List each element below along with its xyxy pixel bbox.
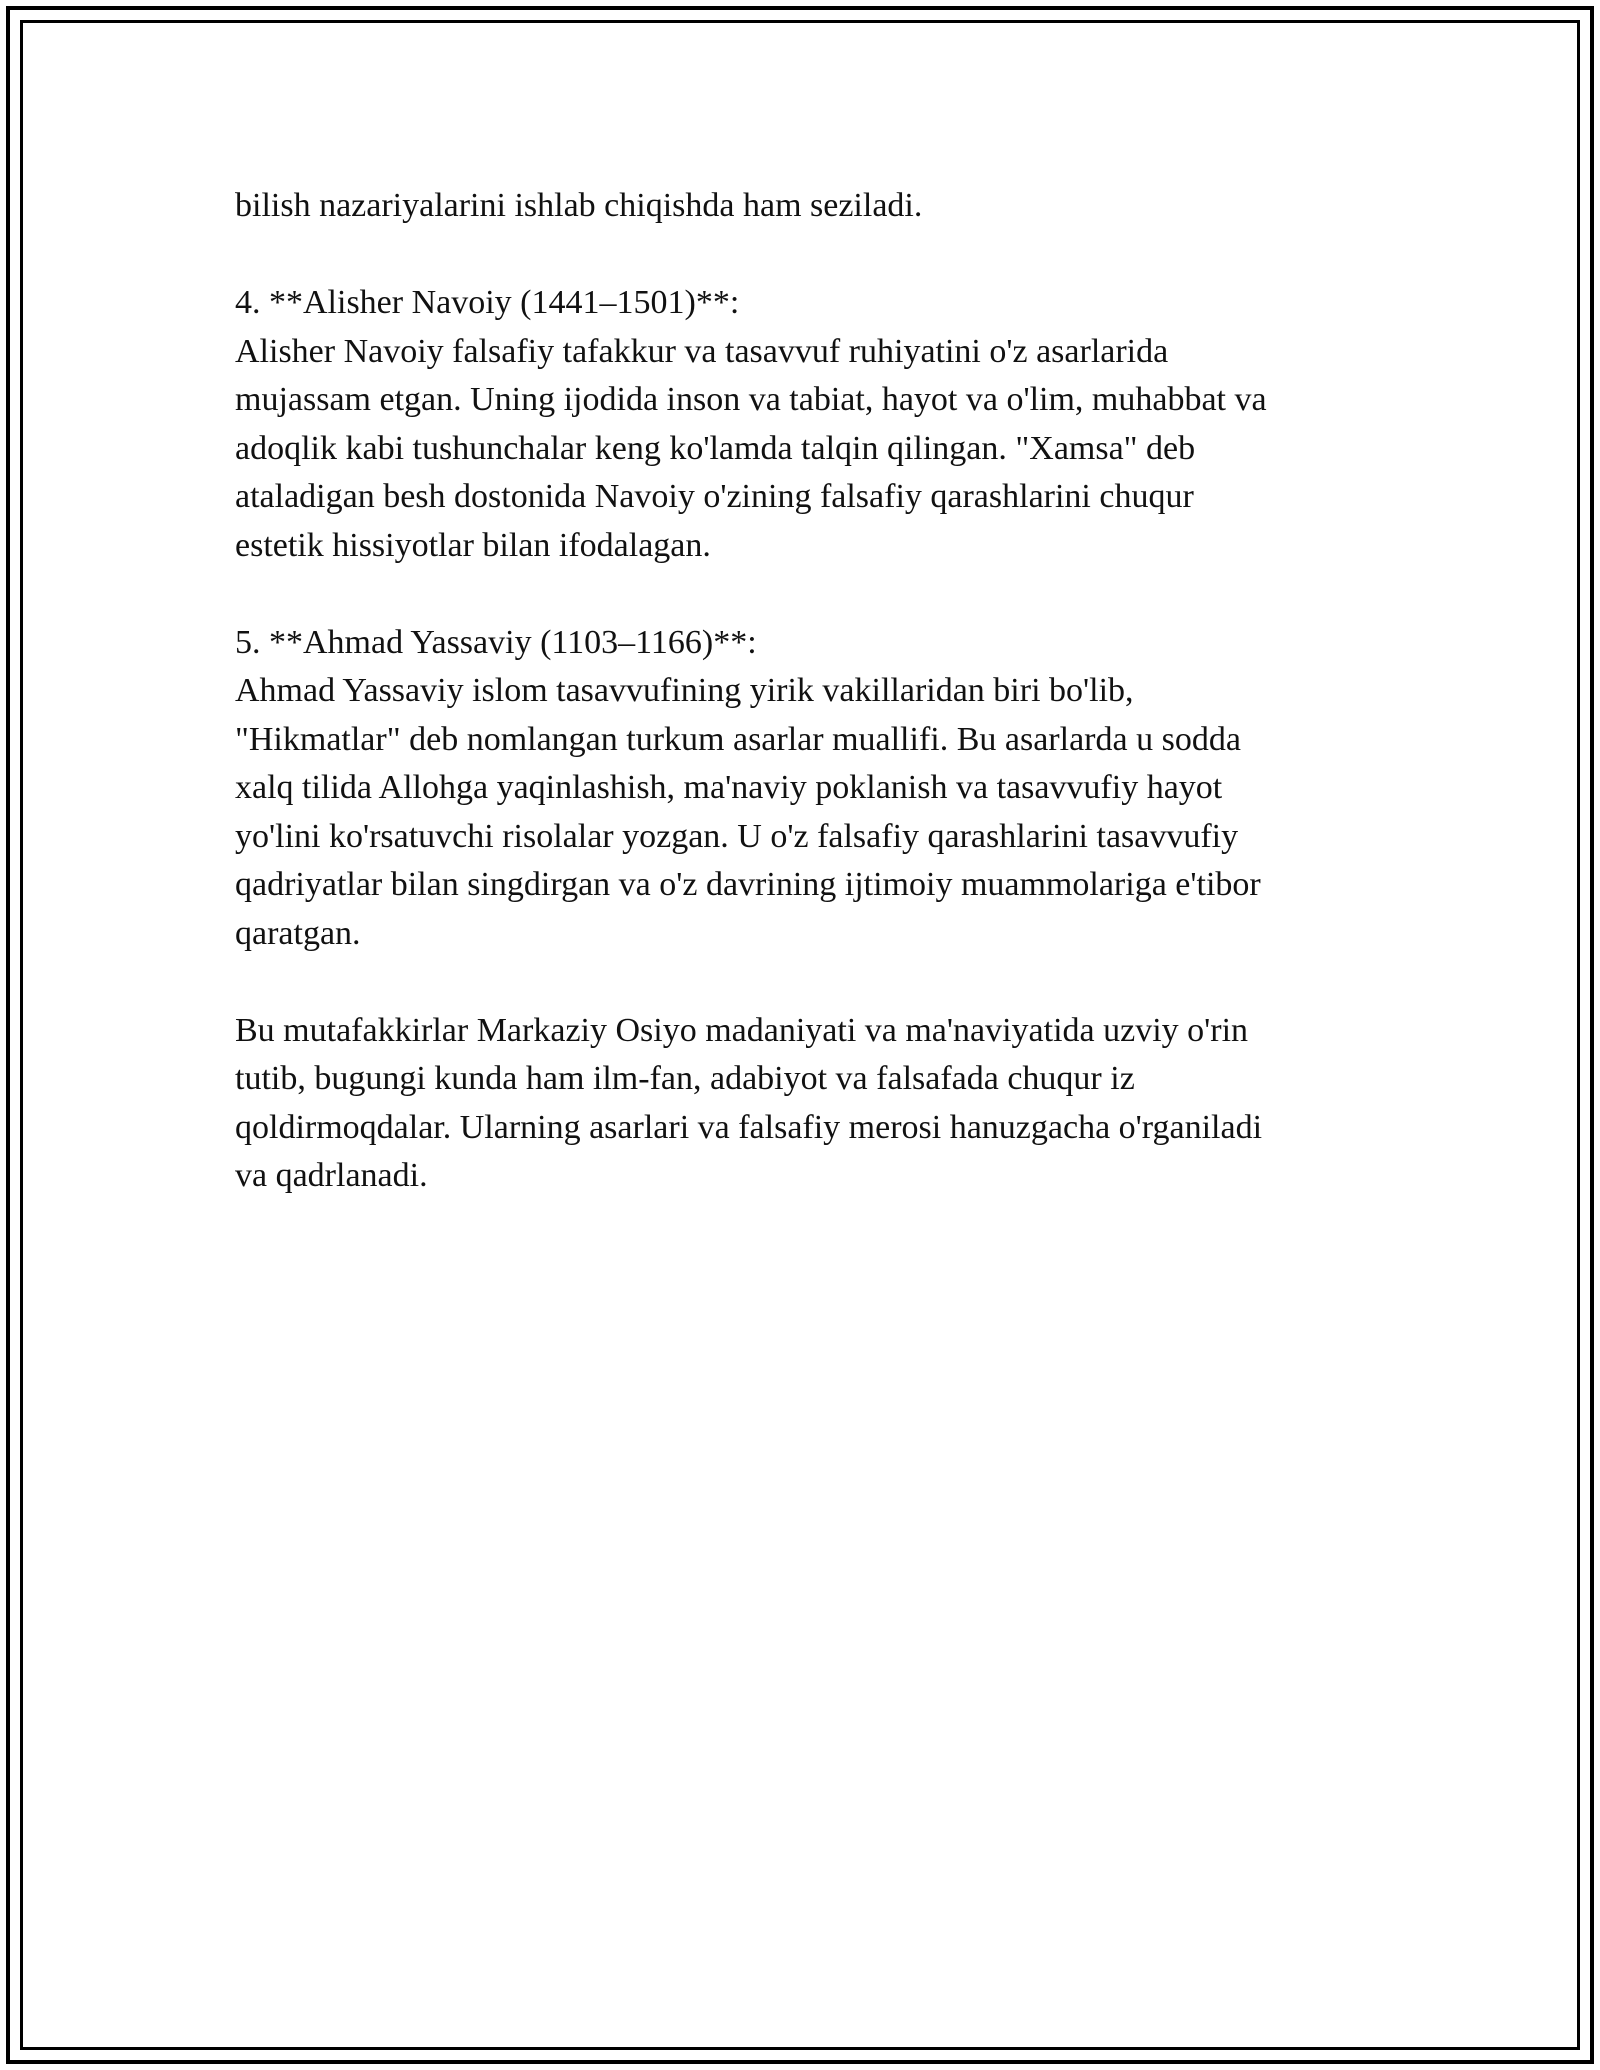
text-line: ataladigan besh dostonida Navoiy o'zining falsafiy qarashlarini chuqur — [235, 478, 1194, 515]
text-line: adoqlik kabi tushunchalar keng ko'lamda talqin qilingan. "Xamsa" deb — [235, 429, 1196, 467]
text-line: yo'lini ko'rsatuvchi risolalar yozgan. U o'z falsafiy qarashlarini tasavvufiy — [235, 817, 1239, 855]
section-alisher-navoiy — [235, 279, 1385, 570]
text-line: tutib, bugungi kunda ham ilm-fan, adabiyot va falsafada chuqur iz — [235, 1060, 1135, 1097]
text-line: estetik hissiyotlar bilan ifodalagan. — [235, 526, 711, 564]
paragraph-continuation — [235, 182, 1385, 231]
text-line: mujassam etgan. Uning ijodida inson va tabiat, hayot va o'lim, muhabbat va — [235, 381, 1267, 418]
text-line: qaratgan. — [235, 914, 361, 952]
section-heading: 4. **Alisher Navoiy (1441–1501)**: — [235, 284, 740, 321]
text-line: qadriyatlar bilan singdirgan va o'z davrining ijtimoiy muammolariga e'tibor — [235, 866, 1261, 903]
section-heading: 5. **Ahmad Yassaviy (1103–1166)**: — [235, 623, 757, 661]
text-line: Ahmad Yassaviy islom tasavvufining yirik vakillaridan biri bo'lib, — [235, 672, 1134, 709]
text-line: "Hikmatlar" deb nomlangan turkum asarlar muallifi. Bu asarlarda u sodda — [235, 720, 1241, 758]
text-line: Alisher Navoiy falsafiy tafakkur va tasavvuf ruhiyatini o'z asarlarida — [235, 332, 1169, 370]
text-line: Bu mutafakkirlar Markaziy Osiyo madaniyati va ma'naviyatida uzviy o'rin — [235, 1011, 1249, 1049]
text-line: qoldirmoqdalar. Ularning asarlari va falsafiy merosi hanuzgacha o'rganiladi — [235, 1108, 1263, 1146]
paragraph-conclusion — [235, 1007, 1385, 1201]
text-line: va qadrlanadi. — [235, 1157, 428, 1194]
text-line: xalq tilida Allohga yaqinlashish, ma'naviy poklanish va tasavvufiy hayot — [235, 769, 1223, 806]
text-line: bilish nazariyalarini ishlab chiqishda ham seziladi. — [235, 187, 923, 224]
section-ahmad-yassaviy — [235, 619, 1385, 959]
document-body — [235, 182, 1385, 1249]
